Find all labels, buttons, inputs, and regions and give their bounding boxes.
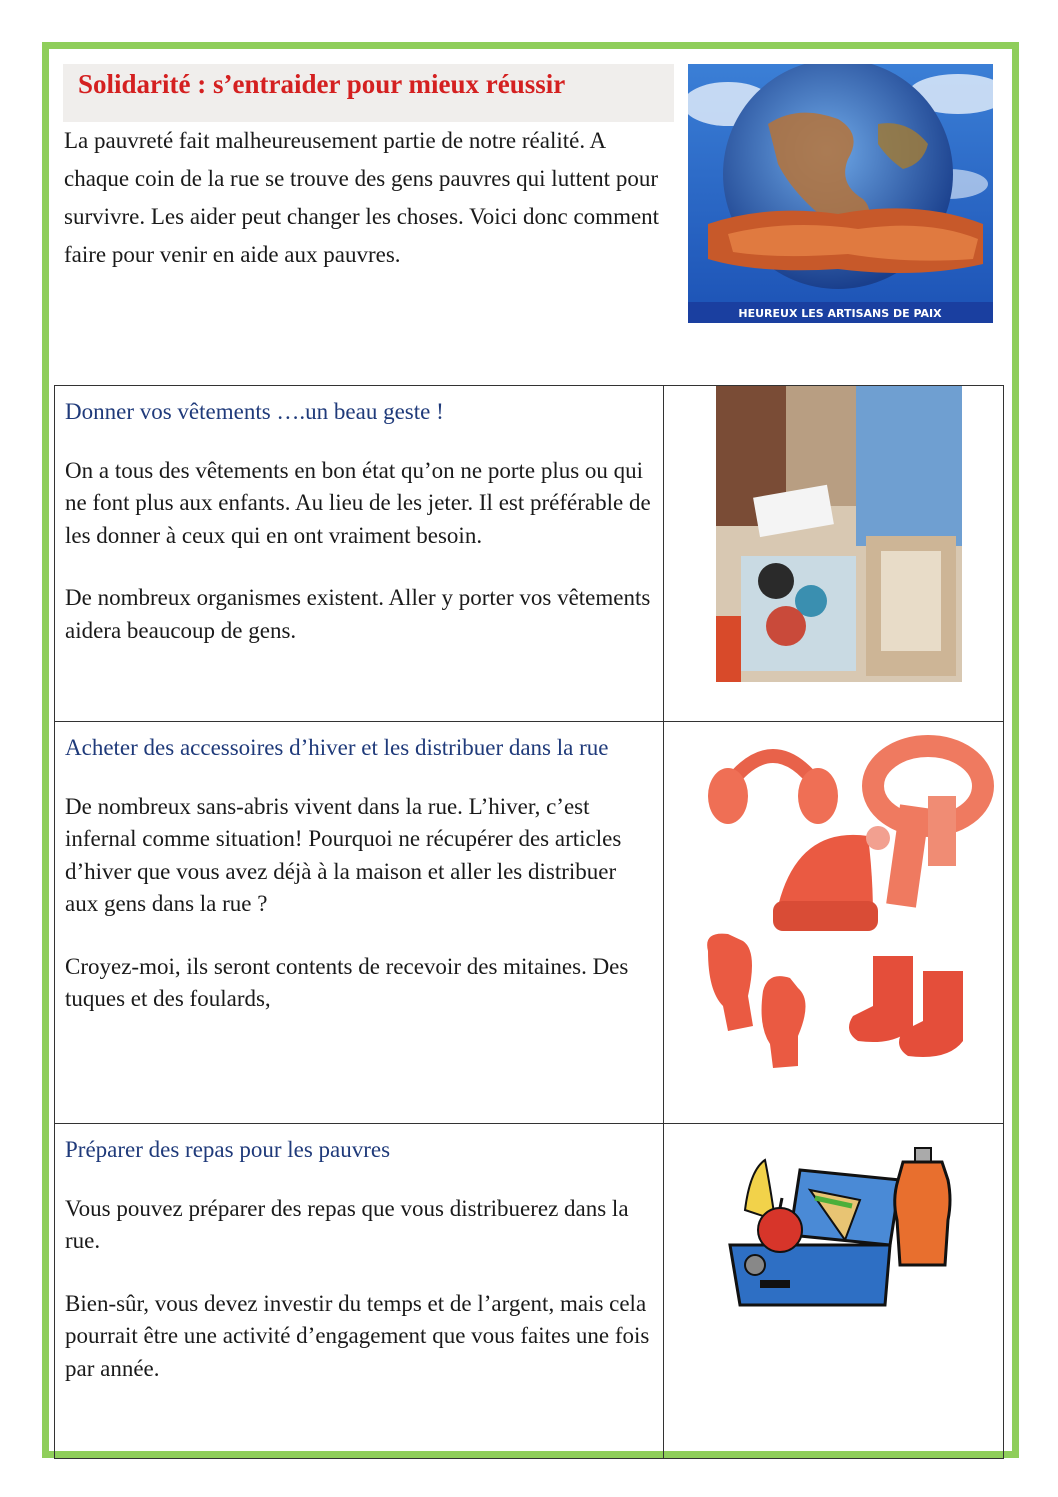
- page-title: Solidarité : s’entraider pour mieux réussir: [78, 69, 566, 99]
- section-heading: Préparer des repas pour les pauvres: [65, 1137, 391, 1162]
- section-row: [55, 722, 1004, 1124]
- section-heading: Donner vos vêtements ….un beau geste !: [65, 399, 444, 424]
- section-paragraph: De nombreux organismes existent. Aller y porter vos vêtements aidera beaucoup de gens.: [65, 585, 651, 643]
- sections-table: [54, 385, 1004, 1459]
- image-caption: HEUREUX LES ARTISANS DE PAIX: [738, 307, 942, 320]
- drink-bottle-icon: [895, 1148, 950, 1265]
- section-paragraph: De nombreux sans-abris vivent dans la rue. L’hiver, c’est infernal comme situation! Pourquoi ne récupérer des articles d’hiver que vous avez déjà à la maison et aller les distribuer aux gens dans la rue ?: [65, 793, 622, 916]
- section-row: [55, 386, 1004, 722]
- section-paragraph: Croyez-moi, ils seront contents de recevoir des mitaines. Des tuques et des foulards,: [65, 953, 629, 1011]
- section-row: [55, 1124, 1004, 1459]
- section-paragraph: Vous pouvez préparer des repas que vous distribuerez dans la rue.: [65, 1195, 629, 1253]
- section-image-cell: [663, 386, 1003, 722]
- hat-icon: [773, 826, 890, 931]
- winter-accessories-image: [698, 726, 1008, 1076]
- earmuffs-icon: [708, 756, 838, 824]
- section-image-cell: [663, 722, 1003, 1124]
- section-text-cell: [55, 1124, 664, 1459]
- section-heading: Acheter des accessoires d’hiver et les distribuer dans la rue: [65, 735, 609, 760]
- section-text-cell: [55, 386, 664, 722]
- intro-paragraph: La pauvreté fait malheureusement partie de notre réalité. A chaque coin de la rue se trouve des gens pauvres qui luttent pour survivre. Les aider peut changer les choses. Voici donc comment faire pour venir en aide aux pauvres.: [64, 128, 660, 267]
- globe-handshake-image: [688, 64, 993, 323]
- clothes-donation-image: [716, 386, 962, 682]
- section-paragraph: On a tous des vêtements en bon état qu’on ne porte plus ou qui ne font plus aux enfants. Au lieu de les jeter. Il est préférable de les donner à ceux qui en ont vraiment besoin.: [65, 457, 651, 548]
- lunchbox-image: [720, 1140, 960, 1320]
- boots-icon: [849, 956, 963, 1057]
- section-text-cell: [55, 722, 664, 1124]
- section-paragraph: Bien-sûr, vous devez investir du temps et de l’argent, mais cela pourrait être une activité d’engagement que vous faites une fois par année.: [65, 1290, 650, 1381]
- mittens-icon: [707, 934, 805, 1068]
- section-image-cell: [663, 1124, 1003, 1459]
- scarf-icon: [873, 746, 983, 908]
- globe-handshake-illustration: [688, 64, 993, 323]
